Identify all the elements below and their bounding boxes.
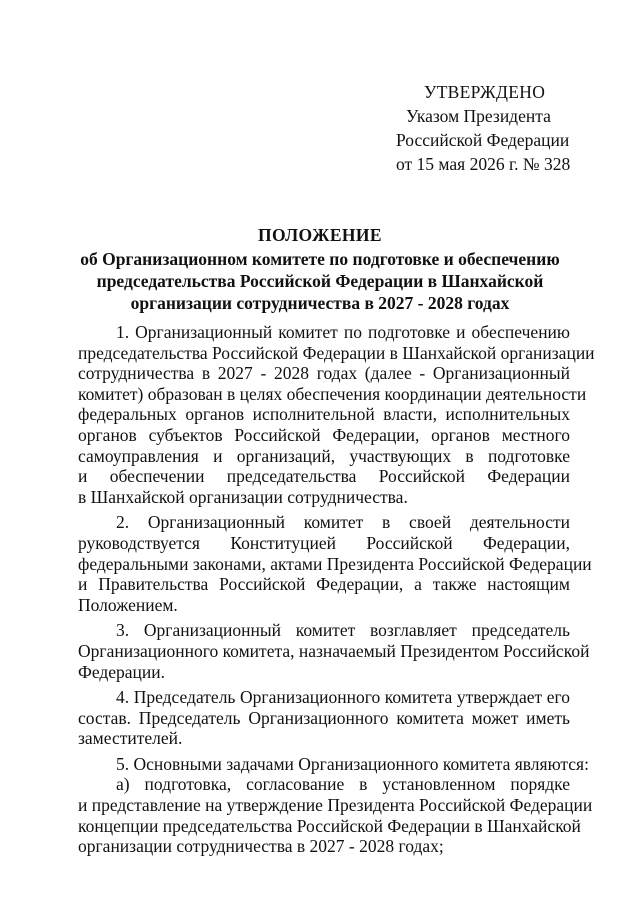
paragraph (78, 512, 592, 615)
paragraph-line: 3. Организационный комитет возглавляет председатель (116, 620, 570, 641)
paragraph (78, 774, 593, 857)
paragraph-line: организации сотрудничества в 2027 - 2028 годах; (78, 836, 444, 857)
paragraph-line: состав. Председатель Организационного комитета может иметь (78, 707, 570, 728)
document-title: ПОЛОЖЕНИЕ (257, 225, 383, 245)
paragraph-line: Организационного комитета, назначаемый Президентом Российской (78, 640, 590, 661)
paragraph (78, 322, 595, 507)
subtitle-line: организации сотрудничества в 2027 - 2028 годах (130, 293, 510, 313)
document-body (78, 322, 595, 857)
paragraph (78, 753, 589, 775)
paragraph-line: и Правительства Российской Федерации, а также настоящим (78, 574, 570, 595)
document-subtitle (0, 248, 640, 314)
paragraph-line: а) подготовка, согласование в установленном порядке (116, 774, 570, 795)
paragraph-line: заместителей. (78, 728, 183, 749)
paragraph-line: самоуправления и организаций, участвующих в подготовке (78, 445, 570, 466)
paragraph-line: сотрудничества в 2027 - 2028 годах (далее - Организационный (78, 363, 570, 384)
approval-stamp (396, 80, 596, 176)
paragraph-line: и обеспечении председательства Российской Федерации (78, 466, 570, 487)
paragraph-line: Положением. (78, 594, 178, 615)
paragraph-line: и представление на утверждение Президента Российской Федерации (78, 795, 593, 816)
approval-heading: УТВЕРЖДЕНО (424, 82, 546, 102)
paragraph-line: федеральных органов исполнительной власти, исполнительных (78, 404, 570, 425)
paragraph-line: комитет) образован в целях обеспечения координации деятельности (78, 383, 587, 404)
paragraph-line: концепции председательства Российской Федерации в Шанхайской (78, 815, 581, 836)
subtitle-line: об Организационном комитете по подготовке и обеспечению (80, 249, 560, 269)
paragraph-line: 5. Основными задачами Организационного комитета являются: (116, 753, 589, 774)
paragraph-line: 4. Председатель Организационного комитета утверждает его (116, 687, 570, 708)
approval-line: Указом Президента (406, 106, 551, 126)
paragraph (78, 687, 570, 749)
paragraph-line: в Шанхайской организации сотрудничества. (78, 486, 408, 507)
approval-line: Российской Федерации (396, 130, 570, 150)
paragraph-line: 2. Организационный комитет в своей деятельности (116, 512, 570, 533)
paragraph-line: органов субъектов Российской Федерации, органов местного (78, 424, 570, 445)
subtitle-line: председательства Российской Федерации в Шанхайской (96, 271, 544, 291)
paragraph (78, 620, 590, 682)
approval-date-line: от 15 мая 2026 г. № 328 (396, 154, 571, 174)
paragraph-line: 1. Организационный комитет по подготовке и обеспечению (116, 322, 570, 342)
paragraph-line: Федерации. (78, 661, 166, 682)
paragraph-line: председательства Российской Федерации в Шанхайской организации (78, 342, 595, 363)
paragraph-line: руководствуется Конституцией Российской Федерации, (78, 532, 570, 553)
paragraph-line: федеральными законами, актами Президента Российской Федерации (78, 553, 592, 574)
